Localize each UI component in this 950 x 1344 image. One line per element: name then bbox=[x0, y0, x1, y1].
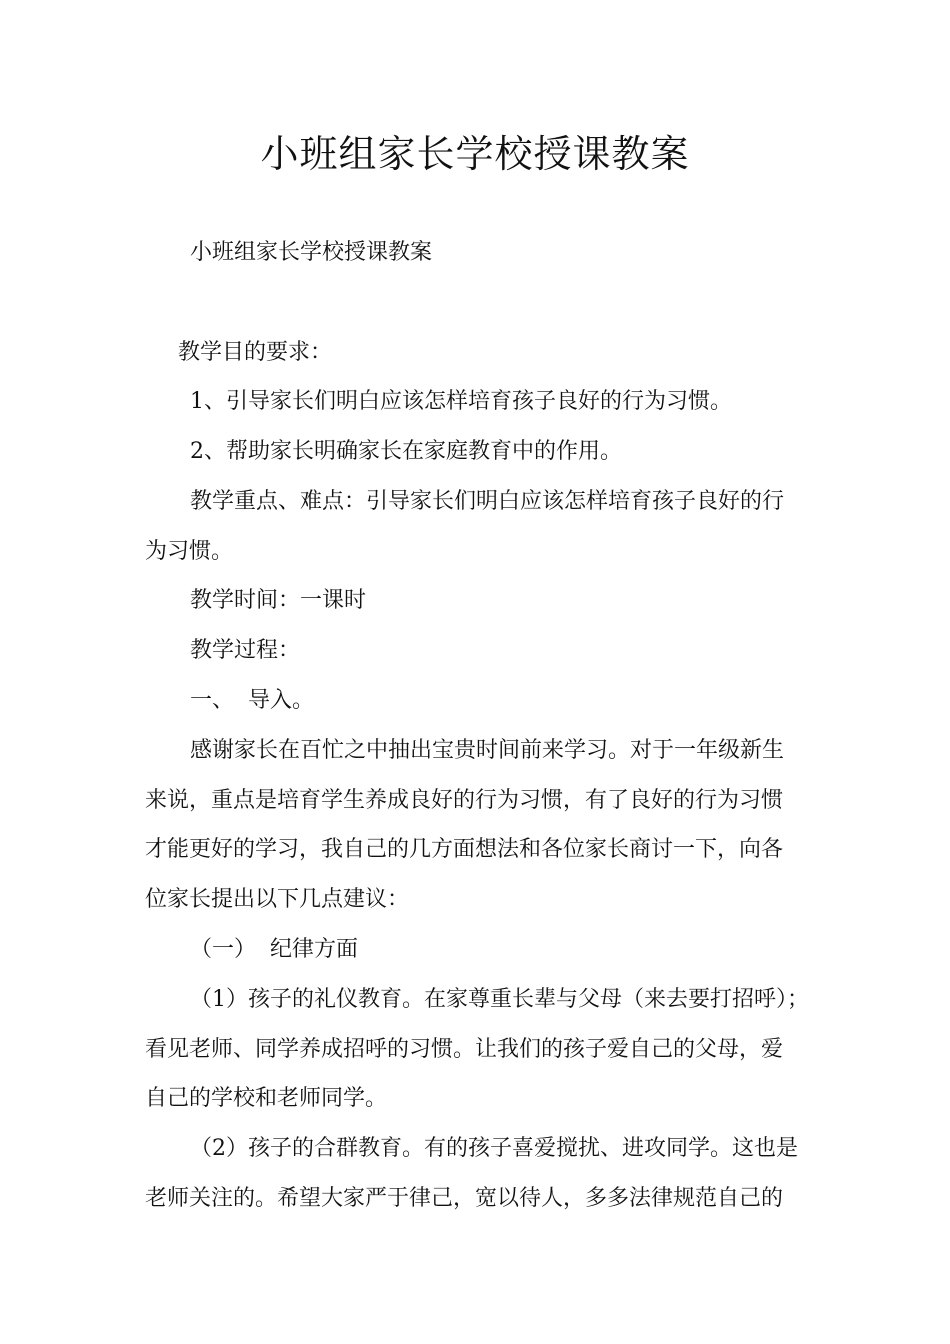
text-line: 为习惯。 bbox=[145, 539, 234, 564]
text-line: 位家长提出以下几点建议： bbox=[145, 887, 410, 912]
text-line: 教学重点、难点：引导家长们明白应该怎样培育孩子良好的行 bbox=[190, 489, 785, 514]
text-line: 感谢家长在百忙之中抽出宝贵时间前来学习。对于一年级新生 bbox=[190, 738, 785, 763]
text-line: （1）孩子的礼仪教育。在家尊重长辈与父母（来去要打招呼）； bbox=[190, 987, 809, 1012]
text-line: 自己的学校和老师同学。 bbox=[145, 1086, 388, 1111]
text-line: 教学时间：一课时 bbox=[190, 588, 367, 613]
section-heading: 一、 导入。 bbox=[190, 688, 314, 713]
text-line: （2）孩子的合群教育。有的孩子喜爱搅扰、进攻同学。这也是 bbox=[190, 1136, 798, 1161]
text-line: 1、引导家长们明白应该怎样培育孩子良好的行为习惯。 bbox=[190, 389, 732, 414]
text-line: 才能更好的学习，我自己的几方面想法和各位家长商讨一下，向各 bbox=[145, 837, 784, 862]
subsection-heading: （一） 纪律方面 bbox=[190, 937, 358, 962]
document-title: 小班组家长学校授课教案 bbox=[260, 132, 690, 176]
text-line: 2、帮助家长明确家长在家庭教育中的作用。 bbox=[190, 439, 622, 464]
text-line: 来说，重点是培育学生养成良好的行为习惯，有了良好的行为习惯 bbox=[145, 788, 784, 813]
text-line: 教学过程： bbox=[190, 638, 301, 663]
document-subtitle: 小班组家长学校授课教案 bbox=[190, 240, 433, 265]
text-line: 老师关注的。希望大家严于律己，宽以待人，多多法律规范自己的 bbox=[145, 1186, 784, 1211]
text-line: 看见老师、同学养成招呼的习惯。让我们的孩子爱自己的父母，爱 bbox=[145, 1037, 784, 1062]
text-line: 教学目的要求： bbox=[178, 340, 333, 365]
